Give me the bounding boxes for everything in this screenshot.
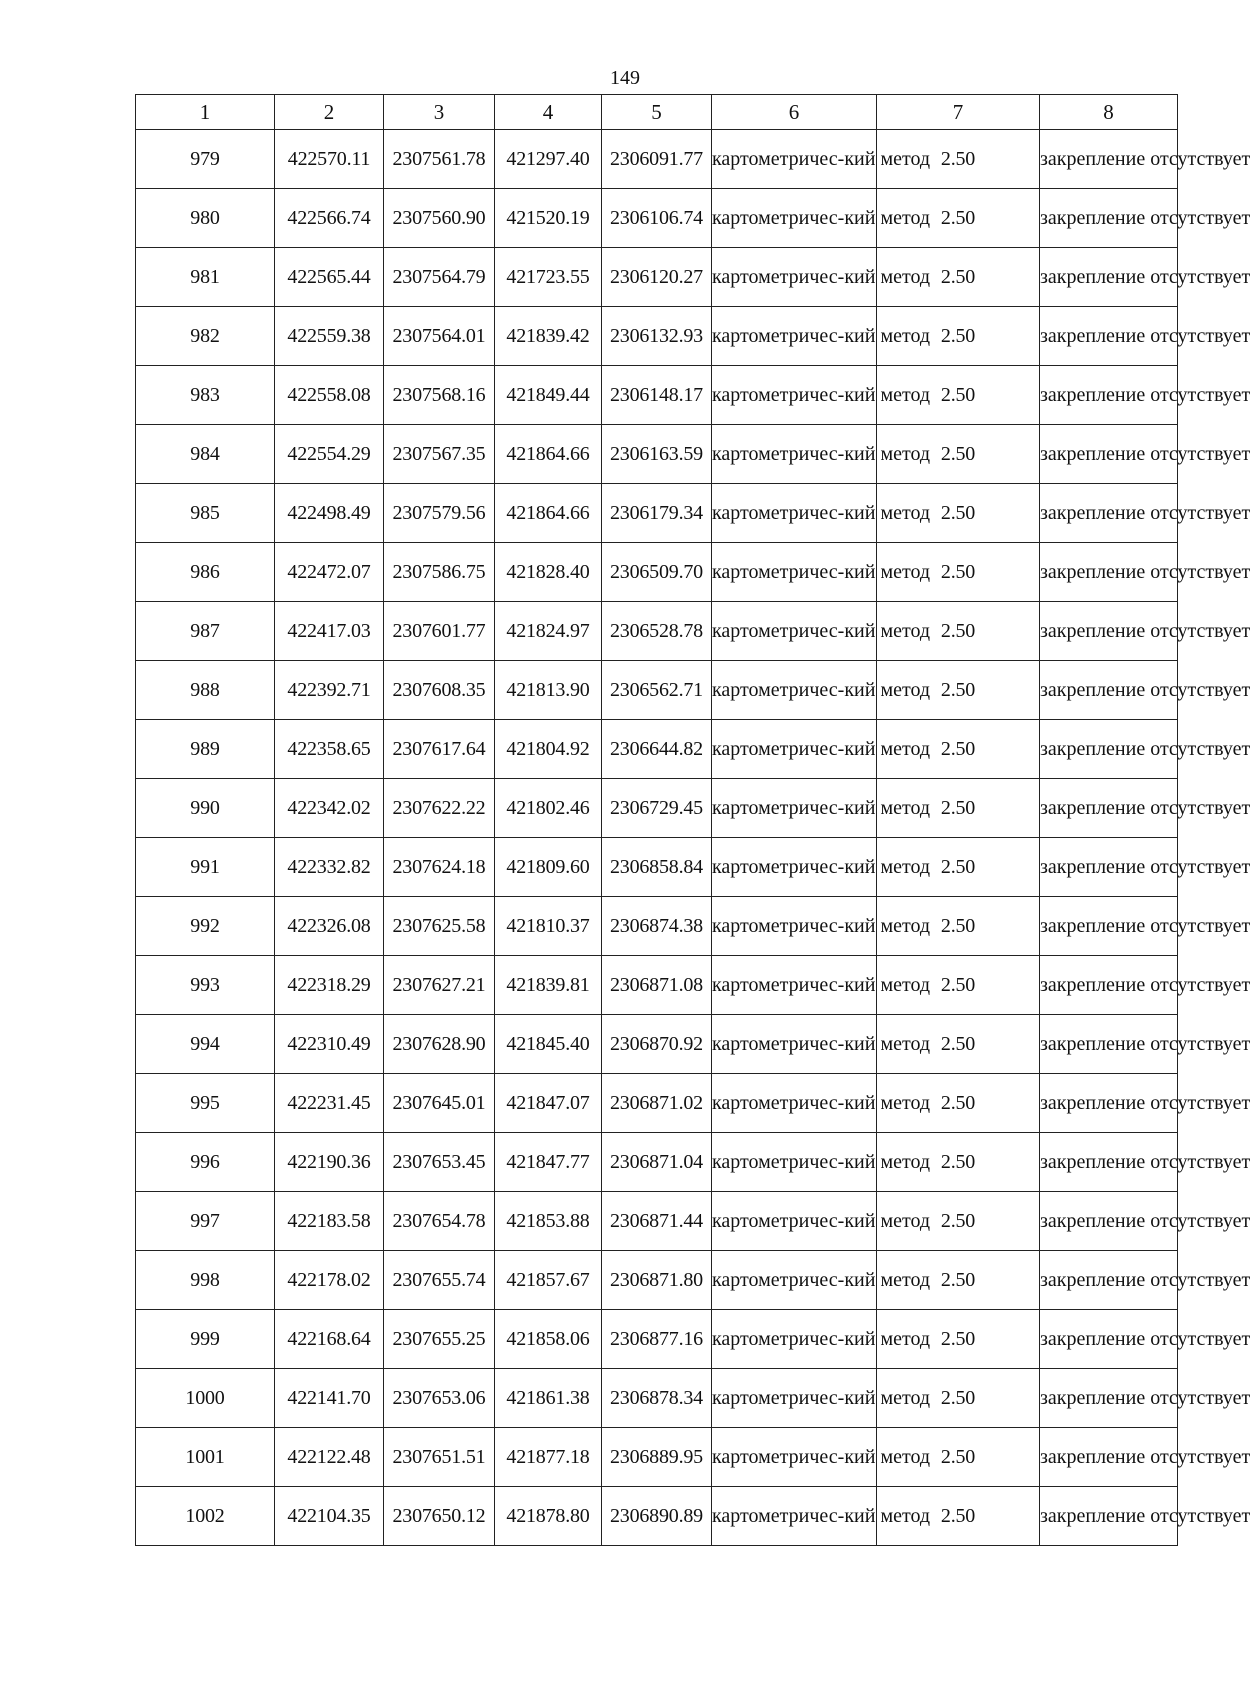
point-number-cell: 995: [136, 1074, 275, 1133]
x-coordinate-cell: 422558.08: [275, 366, 384, 425]
accuracy-cell: 2.50: [877, 425, 1040, 484]
x2-coordinate-cell: 421853.88: [495, 1192, 602, 1251]
x2-coordinate-cell: 421849.44: [495, 366, 602, 425]
accuracy-cell: 2.50: [877, 779, 1040, 838]
point-number-cell: 992: [136, 897, 275, 956]
x-coordinate-cell: 422141.70: [275, 1369, 384, 1428]
x2-coordinate-cell: 421824.97: [495, 602, 602, 661]
y2-coordinate-cell: 2306874.38: [602, 897, 712, 956]
y-coordinate-cell: 2307628.90: [384, 1015, 495, 1074]
y-coordinate-cell: 2307608.35: [384, 661, 495, 720]
table-row: [136, 661, 1178, 720]
x2-coordinate-cell: 421864.66: [495, 425, 602, 484]
y-coordinate-cell: 2307586.75: [384, 543, 495, 602]
method-cell: картометричес-кий метод: [712, 189, 877, 248]
accuracy-cell: 2.50: [877, 1369, 1040, 1428]
y2-coordinate-cell: 2306644.82: [602, 720, 712, 779]
y-coordinate-cell: 2307627.21: [384, 956, 495, 1015]
table-row: [136, 897, 1178, 956]
accuracy-cell: 2.50: [877, 1428, 1040, 1487]
table-row: [136, 1369, 1178, 1428]
method-cell: картометричес-кий метод: [712, 425, 877, 484]
point-number-cell: 998: [136, 1251, 275, 1310]
y-coordinate-cell: 2307564.79: [384, 248, 495, 307]
x2-coordinate-cell: 421813.90: [495, 661, 602, 720]
y-coordinate-cell: 2307568.16: [384, 366, 495, 425]
y2-coordinate-cell: 2306878.34: [602, 1369, 712, 1428]
coordinates-table: [135, 94, 1250, 1546]
fixing-description-cell: закрепление отсутствует: [1040, 838, 1178, 897]
y-coordinate-cell: 2307579.56: [384, 484, 495, 543]
fixing-description-cell: закрепление отсутствует: [1040, 956, 1178, 1015]
point-number-cell: 999: [136, 1310, 275, 1369]
y2-coordinate-cell: 2306562.71: [602, 661, 712, 720]
method-cell: картометричес-кий метод: [712, 1310, 877, 1369]
header-row: [136, 95, 1178, 130]
fixing-description-cell: закрепление отсутствует: [1040, 1074, 1178, 1133]
accuracy-cell: 2.50: [877, 1192, 1040, 1251]
x-coordinate-cell: 422231.45: [275, 1074, 384, 1133]
fixing-description-cell: закрепление отсутствует: [1040, 307, 1178, 366]
accuracy-cell: 2.50: [877, 1251, 1040, 1310]
point-number-cell: 986: [136, 543, 275, 602]
accuracy-cell: 2.50: [877, 602, 1040, 661]
accuracy-cell: 2.50: [877, 956, 1040, 1015]
fixing-description-cell: закрепление отсутствует: [1040, 1487, 1178, 1546]
x2-coordinate-cell: 421864.66: [495, 484, 602, 543]
x-coordinate-cell: 422570.11: [275, 130, 384, 189]
accuracy-cell: 2.50: [877, 838, 1040, 897]
y2-coordinate-cell: 2306871.02: [602, 1074, 712, 1133]
x2-coordinate-cell: 421520.19: [495, 189, 602, 248]
y2-coordinate-cell: 2306163.59: [602, 425, 712, 484]
x-coordinate-cell: 422472.07: [275, 543, 384, 602]
method-cell: картометричес-кий метод: [712, 1428, 877, 1487]
column-header: 8: [1040, 95, 1178, 130]
x2-coordinate-cell: 421839.81: [495, 956, 602, 1015]
table-body: [136, 130, 1250, 1546]
accuracy-cell: 2.50: [877, 720, 1040, 779]
y-coordinate-cell: 2307601.77: [384, 602, 495, 661]
table-row: [136, 1074, 1178, 1133]
x-coordinate-cell: 422566.74: [275, 189, 384, 248]
x-coordinate-cell: 422392.71: [275, 661, 384, 720]
x2-coordinate-cell: 421878.80: [495, 1487, 602, 1546]
table-row: [136, 1015, 1178, 1074]
fixing-description-cell: закрепление отсутствует: [1040, 720, 1178, 779]
y-coordinate-cell: 2307561.78: [384, 130, 495, 189]
point-number-cell: 993: [136, 956, 275, 1015]
column-header: 3: [384, 95, 495, 130]
y-coordinate-cell: 2307564.01: [384, 307, 495, 366]
y-coordinate-cell: 2307622.22: [384, 779, 495, 838]
accuracy-cell: 2.50: [877, 1310, 1040, 1369]
table-row: [136, 248, 1178, 307]
accuracy-cell: 2.50: [877, 130, 1040, 189]
y2-coordinate-cell: 2306509.70: [602, 543, 712, 602]
table-row: [136, 602, 1178, 661]
fixing-description-cell: закрепление отсутствует: [1040, 1369, 1178, 1428]
accuracy-cell: 2.50: [877, 366, 1040, 425]
fixing-description-cell: закрепление отсутствует: [1040, 602, 1178, 661]
table-row: [136, 1192, 1178, 1251]
point-number-cell: 1001: [136, 1428, 275, 1487]
table-row: [136, 1487, 1178, 1546]
point-number-cell: 988: [136, 661, 275, 720]
y-coordinate-cell: 2307560.90: [384, 189, 495, 248]
method-cell: картометричес-кий метод: [712, 1074, 877, 1133]
accuracy-cell: 2.50: [877, 1015, 1040, 1074]
table-row: [136, 1428, 1178, 1487]
table-row: [136, 779, 1178, 838]
column-header: 4: [495, 95, 602, 130]
point-number-cell: 989: [136, 720, 275, 779]
x2-coordinate-cell: 421858.06: [495, 1310, 602, 1369]
y-coordinate-cell: 2307655.74: [384, 1251, 495, 1310]
point-number-cell: 996: [136, 1133, 275, 1192]
point-number-cell: 983: [136, 366, 275, 425]
x-coordinate-cell: 422559.38: [275, 307, 384, 366]
method-cell: картометричес-кий метод: [712, 720, 877, 779]
point-number-cell: 979: [136, 130, 275, 189]
point-number-cell: 997: [136, 1192, 275, 1251]
y2-coordinate-cell: 2306871.04: [602, 1133, 712, 1192]
fixing-description-cell: закрепление отсутствует: [1040, 1192, 1178, 1251]
column-header: 7: [877, 95, 1040, 130]
accuracy-cell: 2.50: [877, 897, 1040, 956]
fixing-description-cell: закрепление отсутствует: [1040, 1428, 1178, 1487]
y-coordinate-cell: 2307567.35: [384, 425, 495, 484]
accuracy-cell: 2.50: [877, 1487, 1040, 1546]
table-row: [136, 1133, 1178, 1192]
accuracy-cell: 2.50: [877, 1133, 1040, 1192]
table-row: [136, 425, 1178, 484]
point-number-cell: 982: [136, 307, 275, 366]
fixing-description-cell: закрепление отсутствует: [1040, 1251, 1178, 1310]
accuracy-cell: 2.50: [877, 248, 1040, 307]
x-coordinate-cell: 422190.36: [275, 1133, 384, 1192]
x-coordinate-cell: 422104.35: [275, 1487, 384, 1546]
point-number-cell: 1002: [136, 1487, 275, 1546]
method-cell: картометричес-кий метод: [712, 130, 877, 189]
point-number-cell: 991: [136, 838, 275, 897]
x2-coordinate-cell: 421297.40: [495, 130, 602, 189]
fixing-description-cell: закрепление отсутствует: [1040, 130, 1178, 189]
x-coordinate-cell: 422178.02: [275, 1251, 384, 1310]
y2-coordinate-cell: 2306871.44: [602, 1192, 712, 1251]
x-coordinate-cell: 422565.44: [275, 248, 384, 307]
fixing-description-cell: закрепление отсутствует: [1040, 897, 1178, 956]
fixing-description-cell: закрепление отсутствует: [1040, 425, 1178, 484]
method-cell: картометричес-кий метод: [712, 484, 877, 543]
point-number-cell: 985: [136, 484, 275, 543]
method-cell: картометричес-кий метод: [712, 248, 877, 307]
x2-coordinate-cell: 421810.37: [495, 897, 602, 956]
table-row: [136, 1251, 1178, 1310]
method-cell: картометричес-кий метод: [712, 897, 877, 956]
point-number-cell: 980: [136, 189, 275, 248]
y2-coordinate-cell: 2306890.89: [602, 1487, 712, 1546]
accuracy-cell: 2.50: [877, 543, 1040, 602]
table-row: [136, 189, 1178, 248]
fixing-description-cell: закрепление отсутствует: [1040, 248, 1178, 307]
method-cell: картометричес-кий метод: [712, 602, 877, 661]
x-coordinate-cell: 422498.49: [275, 484, 384, 543]
table-row: [136, 130, 1178, 189]
column-header: 2: [275, 95, 384, 130]
method-cell: картометричес-кий метод: [712, 307, 877, 366]
table-row: [136, 956, 1178, 1015]
x-coordinate-cell: 422168.64: [275, 1310, 384, 1369]
y2-coordinate-cell: 2306871.08: [602, 956, 712, 1015]
method-cell: картометричес-кий метод: [712, 1369, 877, 1428]
method-cell: картометричес-кий метод: [712, 1487, 877, 1546]
y2-coordinate-cell: 2306858.84: [602, 838, 712, 897]
table-row: [136, 484, 1178, 543]
page-number: 149: [610, 67, 640, 89]
method-cell: картометричес-кий метод: [712, 956, 877, 1015]
fixing-description-cell: закрепление отсутствует: [1040, 661, 1178, 720]
x2-coordinate-cell: 421861.38: [495, 1369, 602, 1428]
x-coordinate-cell: 422342.02: [275, 779, 384, 838]
fixing-description-cell: закрепление отсутствует: [1040, 543, 1178, 602]
fixing-description-cell: закрепление отсутствует: [1040, 779, 1178, 838]
x2-coordinate-cell: 421828.40: [495, 543, 602, 602]
x2-coordinate-cell: 421845.40: [495, 1015, 602, 1074]
y-coordinate-cell: 2307617.64: [384, 720, 495, 779]
x-coordinate-cell: 422318.29: [275, 956, 384, 1015]
x-coordinate-cell: 422326.08: [275, 897, 384, 956]
column-header: 6: [712, 95, 877, 130]
y2-coordinate-cell: 2306148.17: [602, 366, 712, 425]
y-coordinate-cell: 2307625.58: [384, 897, 495, 956]
y2-coordinate-cell: 2306132.93: [602, 307, 712, 366]
table-row: [136, 307, 1178, 366]
x2-coordinate-cell: 421839.42: [495, 307, 602, 366]
fixing-description-cell: закрепление отсутствует: [1040, 1015, 1178, 1074]
x2-coordinate-cell: 421802.46: [495, 779, 602, 838]
point-number-cell: 990: [136, 779, 275, 838]
method-cell: картометричес-кий метод: [712, 779, 877, 838]
x-coordinate-cell: 422122.48: [275, 1428, 384, 1487]
y-coordinate-cell: 2307650.12: [384, 1487, 495, 1546]
table-row: [136, 1310, 1178, 1369]
y-coordinate-cell: 2307655.25: [384, 1310, 495, 1369]
accuracy-cell: 2.50: [877, 484, 1040, 543]
point-number-cell: 984: [136, 425, 275, 484]
table-row: [136, 720, 1178, 779]
x2-coordinate-cell: 421847.07: [495, 1074, 602, 1133]
y-coordinate-cell: 2307654.78: [384, 1192, 495, 1251]
y2-coordinate-cell: 2306870.92: [602, 1015, 712, 1074]
y2-coordinate-cell: 2306877.16: [602, 1310, 712, 1369]
point-number-cell: 1000: [136, 1369, 275, 1428]
x-coordinate-cell: 422332.82: [275, 838, 384, 897]
x2-coordinate-cell: 421847.77: [495, 1133, 602, 1192]
y2-coordinate-cell: 2306091.77: [602, 130, 712, 189]
y2-coordinate-cell: 2306120.27: [602, 248, 712, 307]
y-coordinate-cell: 2307651.51: [384, 1428, 495, 1487]
y-coordinate-cell: 2307653.45: [384, 1133, 495, 1192]
x2-coordinate-cell: 421877.18: [495, 1428, 602, 1487]
point-number-cell: 994: [136, 1015, 275, 1074]
method-cell: картометричес-кий метод: [712, 1192, 877, 1251]
fixing-description-cell: закрепление отсутствует: [1040, 189, 1178, 248]
y2-coordinate-cell: 2306889.95: [602, 1428, 712, 1487]
x2-coordinate-cell: 421809.60: [495, 838, 602, 897]
y-coordinate-cell: 2307624.18: [384, 838, 495, 897]
method-cell: картометричес-кий метод: [712, 838, 877, 897]
point-number-cell: 981: [136, 248, 275, 307]
column-header: 5: [602, 95, 712, 130]
x-coordinate-cell: 422358.65: [275, 720, 384, 779]
y2-coordinate-cell: 2306871.80: [602, 1251, 712, 1310]
x2-coordinate-cell: 421804.92: [495, 720, 602, 779]
table-row: [136, 838, 1178, 897]
method-cell: картометричес-кий метод: [712, 543, 877, 602]
y2-coordinate-cell: 2306729.45: [602, 779, 712, 838]
method-cell: картометричес-кий метод: [712, 1015, 877, 1074]
accuracy-cell: 2.50: [877, 307, 1040, 366]
y2-coordinate-cell: 2306528.78: [602, 602, 712, 661]
fixing-description-cell: закрепление отсутствует: [1040, 1133, 1178, 1192]
method-cell: картометричес-кий метод: [712, 1133, 877, 1192]
y2-coordinate-cell: 2306179.34: [602, 484, 712, 543]
x-coordinate-cell: 422554.29: [275, 425, 384, 484]
table-row: [136, 366, 1178, 425]
column-header: 1: [136, 95, 275, 130]
x-coordinate-cell: 422417.03: [275, 602, 384, 661]
accuracy-cell: 2.50: [877, 661, 1040, 720]
y-coordinate-cell: 2307653.06: [384, 1369, 495, 1428]
method-cell: картометричес-кий метод: [712, 366, 877, 425]
accuracy-cell: 2.50: [877, 1074, 1040, 1133]
y-coordinate-cell: 2307645.01: [384, 1074, 495, 1133]
x-coordinate-cell: 422183.58: [275, 1192, 384, 1251]
x2-coordinate-cell: 421857.67: [495, 1251, 602, 1310]
point-number-cell: 987: [136, 602, 275, 661]
y2-coordinate-cell: 2306106.74: [602, 189, 712, 248]
accuracy-cell: 2.50: [877, 189, 1040, 248]
fixing-description-cell: закрепление отсутствует: [1040, 366, 1178, 425]
method-cell: картометричес-кий метод: [712, 1251, 877, 1310]
x-coordinate-cell: 422310.49: [275, 1015, 384, 1074]
table-row: [136, 543, 1178, 602]
fixing-description-cell: закрепление отсутствует: [1040, 1310, 1178, 1369]
x2-coordinate-cell: 421723.55: [495, 248, 602, 307]
method-cell: картометричес-кий метод: [712, 661, 877, 720]
fixing-description-cell: закрепление отсутствует: [1040, 484, 1178, 543]
